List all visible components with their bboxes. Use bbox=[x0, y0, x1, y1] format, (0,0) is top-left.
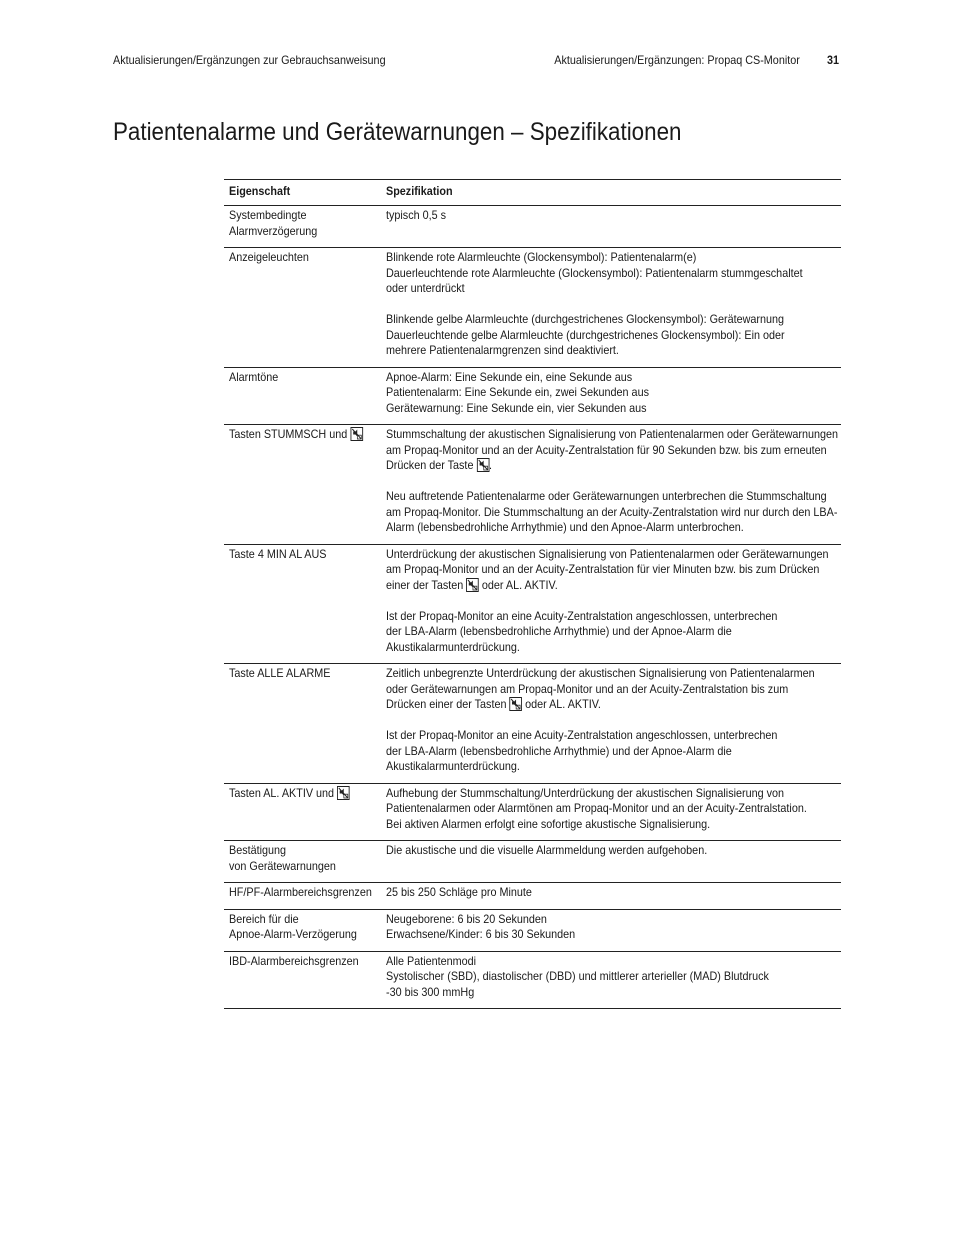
property-cell bbox=[224, 909, 381, 951]
table-row bbox=[224, 909, 841, 951]
alarm-silence-key-icon bbox=[466, 578, 479, 592]
property-cell bbox=[224, 248, 381, 368]
column-header-specification: Spezifikation bbox=[381, 180, 841, 206]
property-line: Alarmtöne bbox=[229, 369, 279, 384]
specification-paragraph bbox=[386, 728, 841, 775]
table-header-row bbox=[224, 180, 841, 206]
specification-line: Alarm (lebensbedrohliche Arrhythmie) und den Apnoe-Alarm unterbrochen. bbox=[386, 520, 744, 534]
specification-paragraph bbox=[386, 666, 841, 713]
specification-paragraph bbox=[386, 786, 841, 833]
specification-line: 25 bis 250 Schläge pro Minute bbox=[386, 885, 532, 899]
property-cell bbox=[224, 883, 381, 910]
specification-table bbox=[224, 179, 841, 1009]
specification-line: Bei aktiven Alarmen erfolgt eine sofortige akustische Signalisierung. bbox=[386, 816, 711, 831]
alarm-silence-key-icon bbox=[337, 786, 350, 800]
specification-line: Systolischer (SBD), diastolischer (DBD) und mittlerer arterieller (MAD) Blutdruck bbox=[386, 969, 769, 983]
specification-paragraph bbox=[386, 208, 841, 224]
specification-line: Patientenalarmen oder Alarmtönen am Propaq-Monitor und an der Acuity-Zentralstation. bbox=[386, 801, 807, 815]
property-line: IBD-Alarmbereichsgrenzen bbox=[229, 953, 359, 968]
specification-line: mehrere Patientenalarmgrenzen sind deaktiviert. bbox=[386, 343, 619, 357]
specification-line: einer der Tasten oder AL. AKTIV. bbox=[386, 577, 558, 592]
table-row bbox=[224, 664, 841, 784]
specification-line: -30 bis 300 mmHg bbox=[386, 984, 475, 999]
specification-paragraph bbox=[386, 312, 841, 359]
property-line: Bestätigung bbox=[229, 843, 287, 857]
specification-line: der LBA-Alarm (lebensbedrohliche Arrhythmie) und der Apnoe-Alarm die bbox=[386, 743, 732, 758]
table-row bbox=[224, 883, 841, 910]
specification-cell bbox=[381, 425, 841, 545]
property-line: Anzeigeleuchten bbox=[229, 250, 309, 264]
specification-line: am Propaq-Monitor. Die Stummschaltung an der Acuity-Zentralstation wird nur durch den LBA- bbox=[386, 504, 838, 519]
specification-line: Drücken der Taste . bbox=[386, 458, 493, 472]
specification-line: Ist der Propaq-Monitor an eine Acuity-Zentralstation angeschlossen, unterbrechen bbox=[386, 728, 778, 742]
specification-paragraph bbox=[386, 843, 841, 859]
specification-paragraph bbox=[386, 609, 841, 656]
property-line: Taste ALLE ALARME bbox=[229, 666, 331, 680]
property-cell bbox=[224, 841, 381, 883]
specification-paragraph bbox=[386, 427, 841, 474]
specification-paragraph bbox=[386, 885, 841, 901]
specification-paragraph bbox=[386, 912, 841, 943]
specification-paragraph bbox=[386, 489, 841, 536]
specification-line: Drücken einer der Tasten oder AL. AKTIV. bbox=[386, 697, 601, 711]
specification-line: Patientenalarm: Eine Sekunde ein, zwei Sekunden aus bbox=[386, 385, 649, 399]
specification-line: Blinkende rote Alarmleuchte (Glockensymbol): Patientenalarm(e) bbox=[386, 250, 697, 264]
table-row bbox=[224, 425, 841, 545]
specification-line: oder unterdrückt bbox=[386, 281, 465, 295]
alarm-silence-key-icon bbox=[509, 697, 522, 711]
property-line: Apnoe-Alarm-Verzögerung bbox=[229, 927, 357, 941]
specification-line: Gerätewarnung: Eine Sekunde ein, vier Sekunden aus bbox=[386, 400, 647, 415]
specification-line: Akustikalarmunterdrückung. bbox=[386, 639, 520, 654]
property-cell bbox=[224, 544, 381, 664]
table-row bbox=[224, 783, 841, 841]
specification-line: oder Gerätewarnungen am Propaq-Monitor und an der Acuity-Zentralstation bis zum bbox=[386, 681, 789, 696]
specification-line: Die akustische und die visuelle Alarmmeldung werden aufgehoben. bbox=[386, 843, 708, 857]
property-cell bbox=[224, 367, 381, 425]
specification-cell bbox=[381, 951, 841, 1009]
specification-line: Erwachsene/Kinder: 6 bis 30 Sekunden bbox=[386, 927, 576, 941]
column-header-property: Eigenschaft bbox=[224, 180, 381, 206]
specification-line: Aufhebung der Stummschaltung/Unterdrückung der akustischen Signalisierung von bbox=[386, 785, 785, 800]
specification-line: Apnoe-Alarm: Eine Sekunde ein, eine Sekunde aus bbox=[386, 369, 633, 384]
specification-line: Unterdrückung der akustischen Signalisierung von Patientenalarmen oder Gerätewarnungen bbox=[386, 546, 829, 561]
property-line: Taste 4 MIN AL AUS bbox=[229, 546, 327, 561]
specification-line: der LBA-Alarm (lebensbedrohliche Arrhythmie) und der Apnoe-Alarm die bbox=[386, 624, 732, 638]
specification-line: Zeitlich unbegrenzte Unterdrückung der akustischen Signalisierung von Patientenalarmen bbox=[386, 666, 815, 680]
property-cell bbox=[224, 425, 381, 545]
specification-line: Neu auftretende Patientenalarme oder Gerätewarnungen unterbrechen die Stummschaltung bbox=[386, 489, 827, 503]
specification-line: am Propaq-Monitor und an der Acuity-Zentralstation für vier Minuten bzw. bis zum Drücken bbox=[386, 562, 820, 576]
specification-line: Neugeborene: 6 bis 20 Sekunden bbox=[386, 911, 547, 926]
specification-cell bbox=[381, 248, 841, 368]
specification-line: Dauerleuchtende gelbe Alarmleuchte (durchgestrichenes Glockensymbol): Ein oder bbox=[386, 327, 785, 342]
specification-cell bbox=[381, 883, 841, 910]
specification-paragraph bbox=[386, 547, 841, 594]
alarm-silence-key-icon bbox=[350, 427, 363, 441]
property-line: von Gerätewarnungen bbox=[229, 858, 336, 873]
page-number: 31 bbox=[827, 53, 840, 67]
specification-line: Blinkende gelbe Alarmleuchte (durchgestrichenes Glockensymbol): Gerätewarnung bbox=[386, 312, 785, 326]
specification-cell bbox=[381, 841, 841, 883]
specification-cell bbox=[381, 909, 841, 951]
table-row bbox=[224, 841, 841, 883]
specification-line: am Propaq-Monitor und an der Acuity-Zentralstation für 90 Sekunden bzw. bis zum erneuten bbox=[386, 442, 827, 457]
running-header-left: Aktualisierungen/Ergänzungen zur Gebrauchsanweisung bbox=[113, 53, 386, 67]
page-title: Patientenalarme und Gerätewarnungen – Spezifikationen bbox=[113, 118, 682, 146]
property-line: Bereich für die bbox=[229, 911, 299, 926]
specification-line: Stummschaltung der akustischen Signalisierung von Patientenalarmen oder Gerätewarnungen bbox=[386, 427, 839, 441]
specification-cell bbox=[381, 206, 841, 248]
property-cell bbox=[224, 206, 381, 248]
property-line: Tasten STUMMSCH und bbox=[229, 427, 381, 443]
property-line: HF/PF-Alarmbereichsgrenzen bbox=[229, 885, 372, 899]
table-row bbox=[224, 367, 841, 425]
specification-line: typisch 0,5 s bbox=[386, 208, 447, 222]
property-cell bbox=[224, 783, 381, 841]
table-row bbox=[224, 544, 841, 664]
property-line: Alarmverzögerung bbox=[229, 223, 318, 238]
specification-line: Dauerleuchtende rote Alarmleuchte (Glockensymbol): Patientenalarm stummgeschaltet bbox=[386, 265, 803, 280]
specification-line: Akustikalarmunterdrückung. bbox=[386, 759, 520, 773]
specification-cell bbox=[381, 544, 841, 664]
property-cell bbox=[224, 664, 381, 784]
specification-cell bbox=[381, 783, 841, 841]
table-row bbox=[224, 951, 841, 1009]
specification-line: Ist der Propaq-Monitor an eine Acuity-Zentralstation angeschlossen, unterbrechen bbox=[386, 608, 778, 623]
specification-paragraph bbox=[386, 954, 841, 1001]
specification-cell bbox=[381, 367, 841, 425]
specification-cell bbox=[381, 664, 841, 784]
property-cell bbox=[224, 951, 381, 1009]
table-row bbox=[224, 206, 841, 248]
property-line: Tasten AL. AKTIV und bbox=[229, 786, 381, 802]
running-header-right: Aktualisierungen/Ergänzungen: Propaq CS-Monitor bbox=[554, 53, 800, 67]
specification-paragraph bbox=[386, 250, 841, 297]
specification-line: Alle Patientenmodi bbox=[386, 953, 477, 968]
specification-paragraph bbox=[386, 370, 841, 417]
table-row bbox=[224, 248, 841, 368]
alarm-silence-key-icon bbox=[476, 458, 489, 472]
property-line: Systembedingte bbox=[229, 208, 307, 222]
